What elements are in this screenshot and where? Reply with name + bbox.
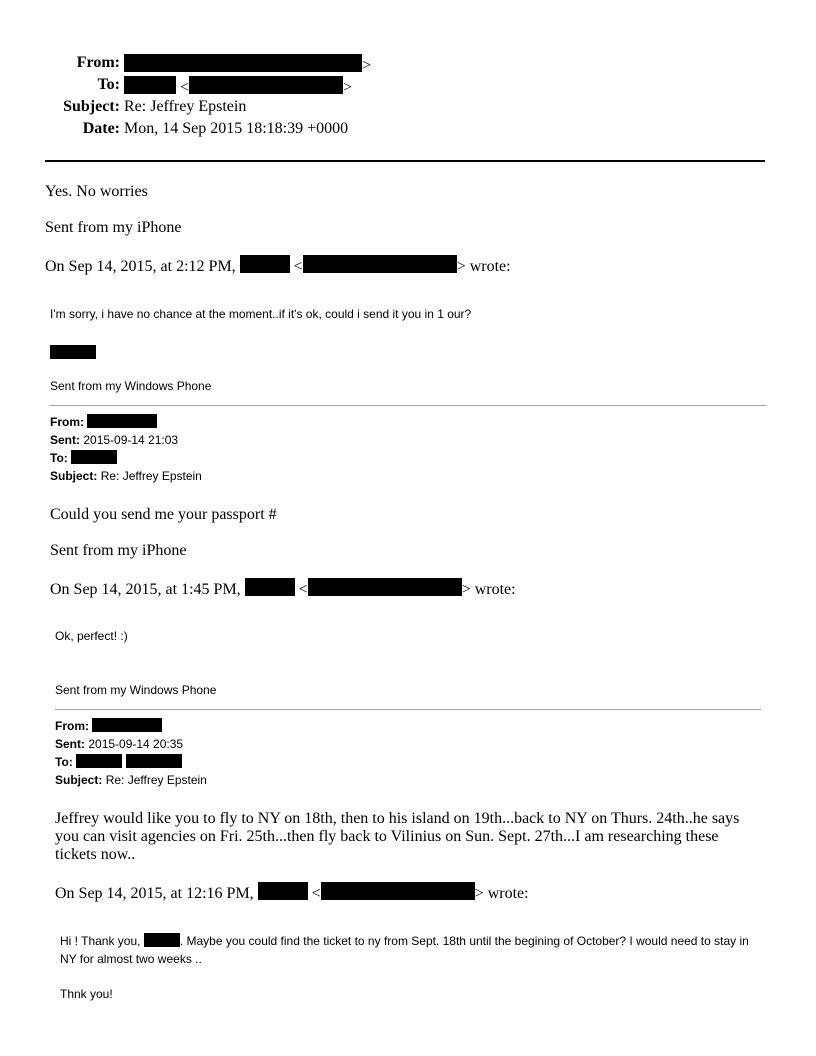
redaction-block: [92, 718, 162, 732]
message-signature: Sent from my Windows Phone: [55, 683, 217, 697]
message-signature: Sent from my iPhone: [50, 542, 187, 559]
meta-to: To:: [55, 753, 182, 771]
signature-redaction: [50, 344, 96, 362]
meta-to: To:: [50, 449, 117, 467]
meta-from: From:: [50, 413, 157, 431]
redaction-block: [87, 414, 157, 428]
date-value: Mon, 14 Sep 2015 18:18:39 +0000: [124, 120, 349, 137]
redaction-block: [124, 54, 362, 72]
redaction-block: [303, 255, 457, 273]
redaction-block: [245, 578, 295, 596]
redaction-block: [321, 882, 475, 900]
header-divider: [45, 160, 765, 162]
redaction-block: [76, 754, 122, 768]
from-value: >: [124, 54, 371, 75]
redaction-block: [50, 345, 96, 359]
meta-subject: Subject: Re: Jeffrey Epstein: [55, 773, 207, 787]
message-body: Could you send me your passport #: [50, 506, 277, 523]
meta-subject: Subject: Re: Jeffrey Epstein: [50, 469, 202, 483]
message-body: Hi ! Thank you, . Maybe you could find the ticket to ny from Sept. 18th until the begining of October? I would need to stay in NY for almost two weeks ..: [60, 934, 749, 966]
message-closing: Thnk you!: [60, 987, 113, 1001]
to-value: < >: [124, 76, 352, 97]
message-divider: [50, 405, 766, 406]
quote-header: On Sep 14, 2015, at 12:16 PM, < > wrote:: [55, 882, 529, 903]
message-body: Ok, perfect! :): [55, 629, 128, 643]
message-body: Jeffrey would like you to fly to NY on 18th, then to his island on 19th...back to NY on Thurs. 24th..he says you can visit agencies on Fri. 25th...then fly back to Vilinius on Sun. Sept. 27th...I am researching these tickets now..: [55, 810, 740, 863]
redaction-block: [126, 754, 182, 768]
from-label: From:: [76, 54, 120, 71]
redaction-block: [308, 578, 462, 596]
to-label: To:: [97, 76, 120, 93]
redaction-block: [240, 255, 290, 273]
reply-line: Yes. No worries: [45, 183, 148, 200]
redaction-block: [144, 933, 180, 947]
reply-signature: Sent from my iPhone: [45, 219, 182, 236]
redaction-block: [258, 882, 308, 900]
redaction-block: [189, 76, 343, 94]
message-body: I'm sorry, i have no chance at the moment..if it's ok, could i send it you in 1 our?: [50, 307, 472, 321]
subject-label: Subject:: [63, 98, 120, 115]
subject-value: Re: Jeffrey Epstein: [124, 98, 247, 115]
redaction-block: [124, 76, 176, 94]
quote-header: On Sep 14, 2015, at 2:12 PM, < > wrote:: [45, 255, 511, 276]
message-divider: [55, 709, 761, 710]
meta-sent: Sent: 2015-09-14 21:03: [50, 433, 179, 447]
date-label: Date:: [82, 120, 120, 137]
redaction-block: [71, 450, 117, 464]
meta-sent: Sent: 2015-09-14 20:35: [55, 737, 184, 751]
quote-header: On Sep 14, 2015, at 1:45 PM, < > wrote:: [50, 578, 516, 599]
meta-from: From:: [55, 717, 162, 735]
message-signature: Sent from my Windows Phone: [50, 379, 212, 393]
